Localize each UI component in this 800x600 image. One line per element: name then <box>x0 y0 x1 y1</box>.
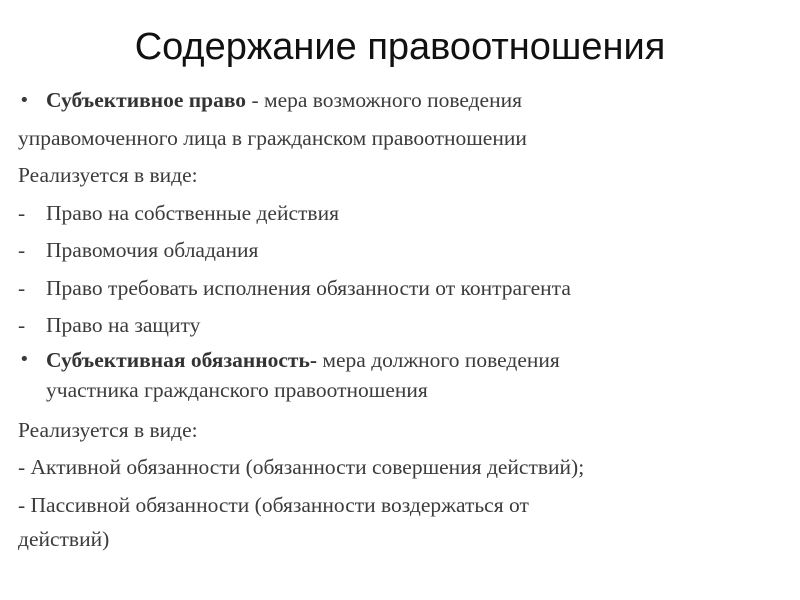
duty-item-passive: - Пассивной обязанности (обязанности воздержаться от <box>18 492 529 517</box>
slide-body <box>18 82 788 554</box>
right-item-text: Право на защиту <box>46 313 201 337</box>
duty-item-active: - Активной обязанности (обязанности совершения действий); <box>18 455 585 479</box>
right-item <box>18 232 788 270</box>
subjective-right-definition <box>18 82 788 120</box>
slide-title: Содержание правоотношения <box>134 26 666 68</box>
dash-marker: - <box>18 200 26 225</box>
subjective-duty-definition <box>18 345 788 375</box>
subjective-right-term: Субъективное право <box>46 88 247 112</box>
right-item-text: Право на собственные действия <box>46 200 339 225</box>
subjective-duty-term: Субъективная обязанность- <box>46 347 317 372</box>
subjective-right-text: - мера возможного поведения <box>246 88 522 112</box>
bullet-icon: • <box>19 90 30 111</box>
right-item <box>18 307 788 345</box>
subjective-duty-continuation: участника гражданского правоотношения <box>46 377 428 402</box>
right-item <box>18 195 788 233</box>
right-item-text: Право требовать исполнения обязанности от контрагента <box>46 275 571 300</box>
realized-as-label-1: Реализуется в виде: <box>18 163 198 187</box>
subjective-right-continuation: управомоченного лица в гражданском правоотношении <box>18 125 527 150</box>
realized-as-label-2: Реализуется в виде: <box>18 417 198 442</box>
right-item-text: Правомочия обладания <box>46 238 259 262</box>
dash-marker: - <box>18 313 26 337</box>
right-item <box>18 270 788 308</box>
dash-marker: - <box>18 275 26 300</box>
dash-marker: - <box>18 238 26 262</box>
subjective-duty-text: мера должного поведения <box>317 347 560 372</box>
duty-item-passive-continuation: действий) <box>18 527 110 551</box>
bullet-icon: • <box>19 348 30 370</box>
